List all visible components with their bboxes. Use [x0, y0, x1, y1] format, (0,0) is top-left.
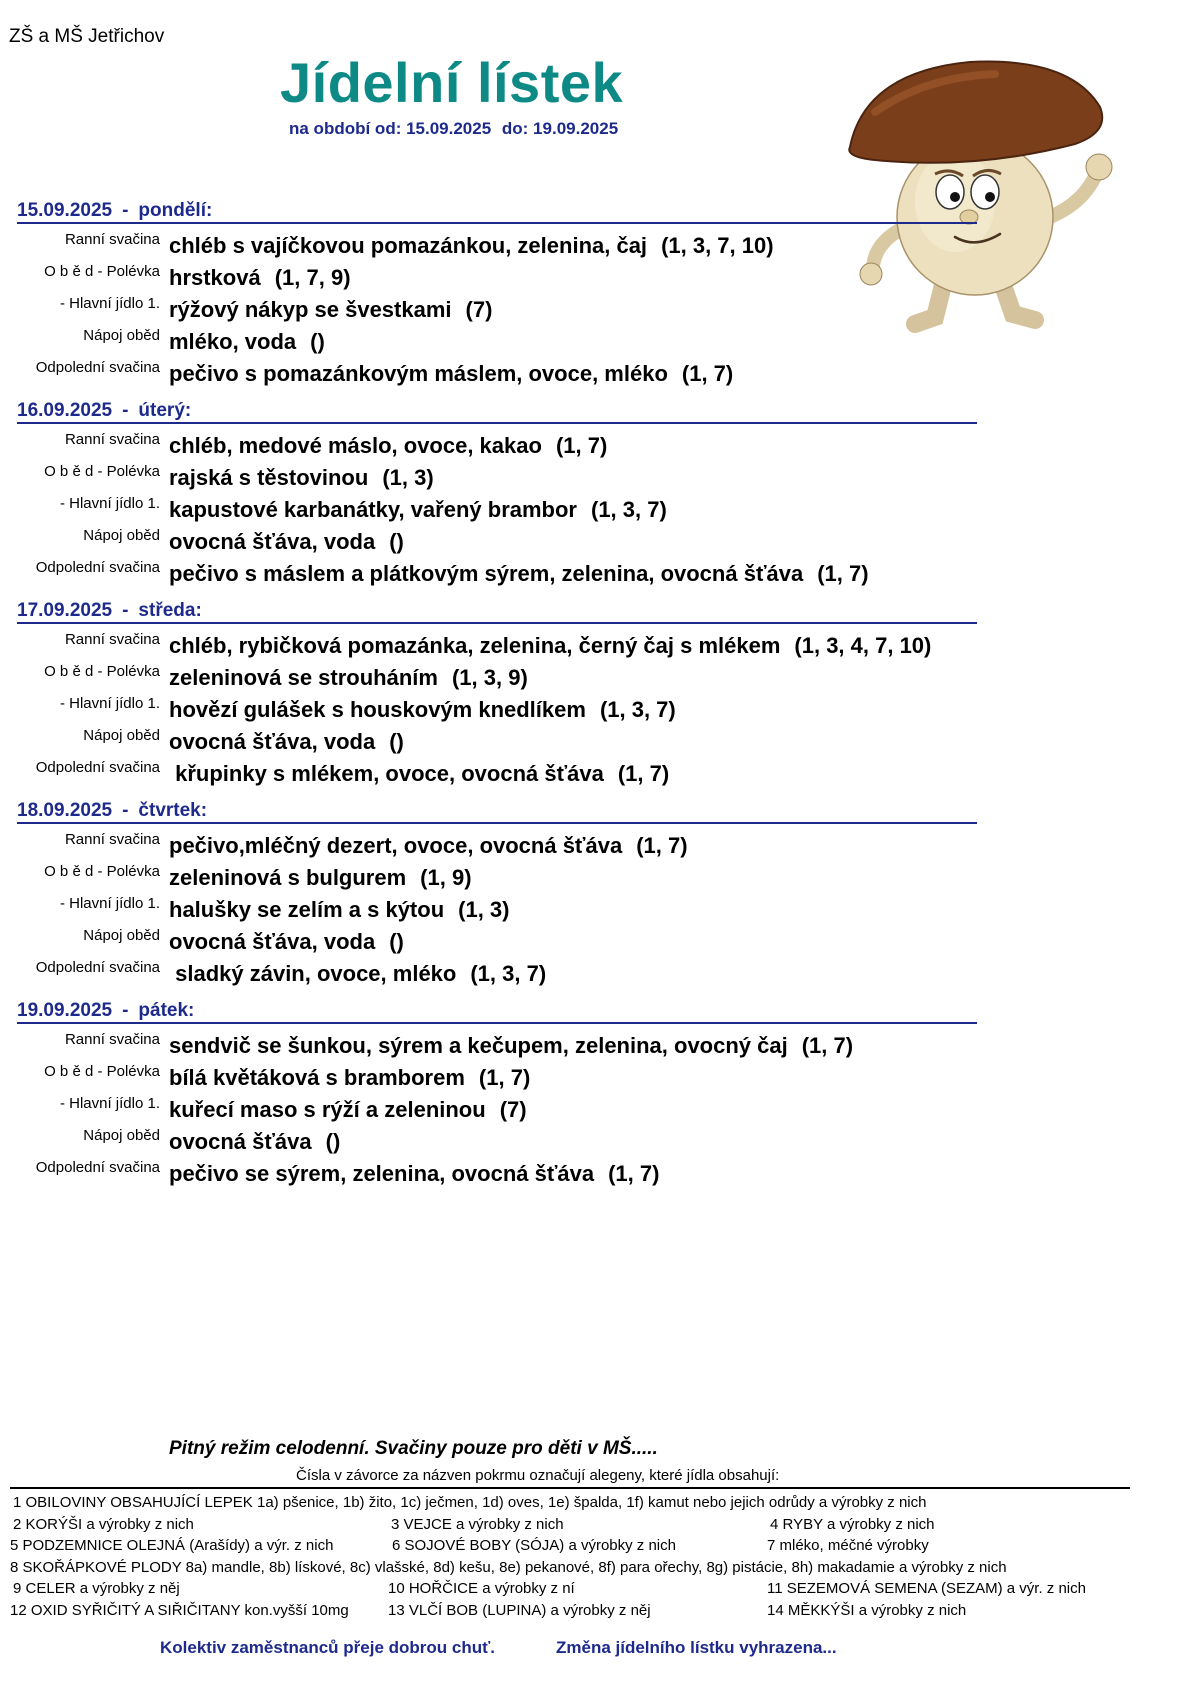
- meal-row: [0, 558, 1190, 588]
- day-weekday: pondělí:: [138, 200, 213, 221]
- closing-disclaimer: Změna jídelního lístku vyhrazena...: [556, 1638, 837, 1657]
- dish-allergens: (1, 3): [382, 465, 434, 490]
- meal-row: [0, 494, 1190, 524]
- meal-label: - Hlavní jídlo 1.: [59, 1095, 160, 1112]
- meal-label: - Hlavní jídlo 1.: [59, 895, 160, 912]
- day-weekday: čtvrtek:: [138, 800, 208, 821]
- meal-row: [0, 726, 1190, 756]
- day-separator: -: [122, 600, 129, 621]
- meal-dish: [169, 865, 472, 891]
- meal-label: Nápoj oběd: [83, 727, 160, 744]
- dish-allergens: (1, 3): [458, 897, 510, 922]
- dish-name: bílá květáková s bramborem: [169, 1065, 465, 1090]
- dish-name: křupinky s mlékem, ovoce, ovocná šťáva: [169, 761, 604, 786]
- dish-name: pečivo s pomazánkovým máslem, ovoce, mléko: [169, 361, 668, 386]
- meal-label: Nápoj oběd: [83, 1127, 160, 1144]
- allergen-7: 7 mléko, méčné výrobky: [767, 1537, 929, 1554]
- day-separator: -: [122, 800, 129, 821]
- dish-allergens: (7): [465, 297, 493, 322]
- dish-name: ovocná šťáva, voda: [169, 929, 376, 954]
- closing-wish: Kolektiv zaměstnanců přeje dobrou chuť.: [160, 1638, 495, 1657]
- meal-row: [0, 630, 1190, 660]
- meal-dish: [169, 433, 607, 459]
- allergen-10: 10 HOŘČICE a výrobky z ní: [388, 1580, 575, 1597]
- day-date: 15.09.2025: [17, 200, 113, 221]
- dish-allergens: (): [389, 729, 404, 754]
- meal-row: [0, 294, 1190, 324]
- day-header: [17, 400, 977, 424]
- meal-label: Ranní svačina: [64, 431, 160, 448]
- meal-dish: [169, 497, 667, 523]
- day-date: 18.09.2025: [17, 800, 113, 821]
- dish-allergens: (1, 3, 9): [451, 665, 528, 690]
- dish-name: rajská s těstovinou: [169, 465, 369, 490]
- page-title: Jídelní lístek: [280, 51, 624, 114]
- dish-name: ovocná šťáva, voda: [169, 529, 376, 554]
- meal-label: Ranní svačina: [64, 631, 160, 648]
- dish-allergens: (1, 7): [617, 761, 670, 786]
- dish-name: kapustové karbanátky, vařený brambor: [169, 497, 577, 522]
- allergen-5: 5 PODZEMNICE OLEJNÁ (Arašídy) a výr. z nich: [10, 1537, 334, 1554]
- meal-dish: [169, 929, 404, 955]
- dish-allergens: (): [310, 329, 325, 354]
- day-date: 16.09.2025: [17, 400, 113, 421]
- meal-label: Odpolední svačina: [35, 559, 160, 576]
- dish-allergens: (1, 9): [420, 865, 472, 890]
- meal-label: Nápoj oběd: [83, 527, 160, 544]
- day-weekday: úterý:: [138, 400, 192, 421]
- meal-dish: [169, 897, 510, 923]
- meal-dish: [169, 697, 676, 723]
- meal-dish: [169, 265, 351, 291]
- drinking-note: Pitný režim celodenní. Svačiny pouze pro děti v MŠ.....: [169, 1438, 658, 1459]
- meal-row: [0, 462, 1190, 492]
- allergen-intro: Čísla v závorce za názven pokrmu označují alegeny, které jídla obsahují:: [296, 1467, 780, 1484]
- dish-name: chléb s vajíčkovou pomazánkou, zelenina, čaj: [169, 233, 648, 258]
- allergen-11: 11 SEZEMOVÁ SEMENA (SEZAM) a výr. z nich: [767, 1580, 1086, 1597]
- meal-dish: [169, 1161, 659, 1187]
- meal-row: [0, 662, 1190, 692]
- allergen-8: 8 SKOŘÁPKOVÉ PLODY 8a) mandle, 8b) lískové, 8c) vlašské, 8d) kešu, 8e) pekanové, 8f) para ořechy, 8g) pistácie, 8h) makadamie a výrobky z nich: [10, 1559, 1007, 1576]
- dish-name: ovocná šťáva: [169, 1129, 312, 1154]
- dish-name: sladký závin, ovoce, mléko: [169, 961, 457, 986]
- day-separator: -: [122, 1000, 129, 1021]
- dish-allergens: (1, 3, 7, 10): [661, 233, 774, 258]
- allergen-2: 2 KORÝŠI a výrobky z nich: [13, 1516, 194, 1533]
- dish-allergens: (): [389, 529, 404, 554]
- dish-allergens: (1, 3, 7): [599, 697, 676, 722]
- meal-row: [0, 1126, 1190, 1156]
- meal-row: [0, 1158, 1190, 1188]
- day-date: 19.09.2025: [17, 1000, 113, 1021]
- dish-name: chléb, medové máslo, ovoce, kakao: [169, 433, 542, 458]
- meal-row: [0, 1030, 1190, 1060]
- meal-row: [0, 1062, 1190, 1092]
- meal-row: [0, 230, 1190, 260]
- allergen-4: 4 RYBY a výrobky z nich: [770, 1516, 935, 1533]
- dish-allergens: (1, 7): [801, 1033, 854, 1058]
- meal-row: [0, 894, 1190, 924]
- dish-name: halušky se zelím a s kýtou: [169, 897, 445, 922]
- dish-allergens: (1, 7): [681, 361, 734, 386]
- dish-name: ovocná šťáva, voda: [169, 729, 376, 754]
- allergen-1: 1 OBILOVINY OBSAHUJÍCÍ LEPEK 1a) pšenice, 1b) žito, 1c) ječmen, 1d) oves, 1e) špalda, 1f) kamut nebo jejich odrůdy a výrobky z nich: [13, 1494, 927, 1511]
- meal-label: Odpolední svačina: [35, 359, 160, 376]
- meal-label: O b ě d - Polévka: [44, 263, 160, 280]
- day-header: [17, 1000, 977, 1024]
- dish-allergens: (1, 7): [555, 433, 608, 458]
- meal-label: O b ě d - Polévka: [44, 863, 160, 880]
- meal-dish: [169, 561, 869, 587]
- allergen-13: 13 VLČÍ BOB (LUPINA) a výrobky z něj: [388, 1602, 651, 1619]
- meal-label: Ranní svačina: [64, 1031, 160, 1048]
- meal-dish: [169, 961, 546, 987]
- period-to: do: 19.09.2025: [501, 119, 619, 138]
- dish-allergens: (1, 7): [636, 833, 688, 858]
- dish-allergens: (1, 3, 7): [470, 961, 547, 986]
- meal-row: [0, 526, 1190, 556]
- allergen-9: 9 CELER a výrobky z něj: [13, 1580, 180, 1597]
- dish-allergens: (1, 7): [608, 1161, 660, 1186]
- dish-name: chléb, rybičková pomazánka, zelenina, černý čaj s mlékem: [169, 633, 781, 658]
- dish-allergens: (1, 7): [478, 1065, 531, 1090]
- allergen-14: 14 MĚKKÝŠI a výrobky z nich: [767, 1602, 967, 1619]
- meal-dish: [169, 1097, 527, 1123]
- meal-label: O b ě d - Polévka: [44, 463, 160, 480]
- meal-row: [0, 958, 1190, 988]
- day-header: [17, 800, 977, 824]
- day-header: [17, 200, 977, 224]
- day-weekday: středa:: [138, 600, 202, 621]
- meal-label: Odpolední svačina: [35, 759, 160, 776]
- meal-label: O b ě d - Polévka: [44, 1063, 160, 1080]
- meal-label: O b ě d - Polévka: [44, 663, 160, 680]
- meal-row: [0, 830, 1190, 860]
- meal-row: [0, 862, 1190, 892]
- dish-name: sendvič se šunkou, sýrem a kečupem, zelenina, ovocný čaj: [169, 1033, 788, 1058]
- meal-label: - Hlavní jídlo 1.: [59, 295, 160, 312]
- dish-name: hovězí gulášek s houskovým knedlíkem: [169, 697, 586, 722]
- allergen-6: 6 SOJOVÉ BOBY (SÓJA) a výrobky z nich: [392, 1537, 676, 1554]
- dish-name: mléko, voda: [169, 329, 297, 354]
- dish-name: zeleninová s bulgurem: [169, 865, 407, 890]
- meal-dish: [169, 529, 404, 555]
- meal-dish: [169, 233, 774, 259]
- meal-dish: [169, 761, 669, 787]
- dish-allergens: (): [389, 929, 404, 954]
- meal-row: [0, 758, 1190, 788]
- meal-row: [0, 694, 1190, 724]
- meal-dish: [169, 633, 931, 659]
- meal-label: Ranní svačina: [64, 831, 160, 848]
- dish-allergens: (1, 7): [817, 561, 869, 586]
- period-from: na období od: 15.09.2025: [289, 119, 492, 138]
- meal-row: [0, 430, 1190, 460]
- meal-label: Ranní svačina: [64, 231, 160, 248]
- allergen-12: 12 OXID SYŘIČITÝ A SIŘIČITANY kon.vyšší 10mg: [10, 1602, 349, 1619]
- menu-period: [289, 119, 624, 139]
- meal-dish: [169, 361, 733, 387]
- meal-dish: [169, 329, 325, 355]
- meal-row: [0, 326, 1190, 356]
- meal-dish: [169, 297, 492, 323]
- day-separator: -: [122, 400, 129, 421]
- meal-dish: [169, 1033, 853, 1059]
- dish-name: kuřecí maso s rýží a zeleninou: [169, 1097, 486, 1122]
- school-name: ZŠ a MŠ Jetřichov: [9, 26, 165, 47]
- meal-label: - Hlavní jídlo 1.: [59, 495, 160, 512]
- day-date: 17.09.2025: [17, 600, 113, 621]
- meal-label: Nápoj oběd: [83, 927, 160, 944]
- dish-name: zeleninová se strouháním: [169, 665, 438, 690]
- meal-label: Nápoj oběd: [83, 327, 160, 344]
- dish-allergens: (1, 3, 4, 7, 10): [794, 633, 932, 658]
- dish-allergens: (1, 3, 7): [591, 497, 667, 522]
- dish-name: pečivo se sýrem, zelenina, ovocná šťáva: [169, 1161, 595, 1186]
- meal-label: Odpolední svačina: [35, 959, 160, 976]
- meal-dish: [169, 729, 404, 755]
- dish-name: pečivo,mléčný dezert, ovoce, ovocná šťáva: [169, 833, 623, 858]
- day-separator: -: [122, 200, 129, 221]
- meal-dish: [169, 1129, 340, 1155]
- dish-name: hrstková: [169, 265, 261, 290]
- meal-label: Odpolední svačina: [35, 1159, 160, 1176]
- meal-dish: [169, 665, 528, 691]
- meal-label: - Hlavní jídlo 1.: [59, 695, 160, 712]
- meal-row: [0, 358, 1190, 388]
- meal-dish: [169, 465, 434, 491]
- meal-row: [0, 926, 1190, 956]
- meal-row: [0, 1094, 1190, 1124]
- dish-name: pečivo s máslem a plátkovým sýrem, zelenina, ovocná šťáva: [169, 561, 804, 586]
- meal-row: [0, 262, 1190, 292]
- dish-allergens: (1, 7, 9): [274, 265, 351, 290]
- allergen-divider: [10, 1487, 1130, 1489]
- dish-allergens: (7): [499, 1097, 527, 1122]
- dish-allergens: (): [325, 1129, 341, 1154]
- day-header: [17, 600, 977, 624]
- meal-dish: [169, 1065, 530, 1091]
- dish-name: rýžový nákyp se švestkami: [169, 297, 452, 322]
- meal-dish: [169, 833, 688, 859]
- day-weekday: pátek:: [138, 1000, 195, 1021]
- allergen-3: 3 VEJCE a výrobky z nich: [391, 1516, 564, 1533]
